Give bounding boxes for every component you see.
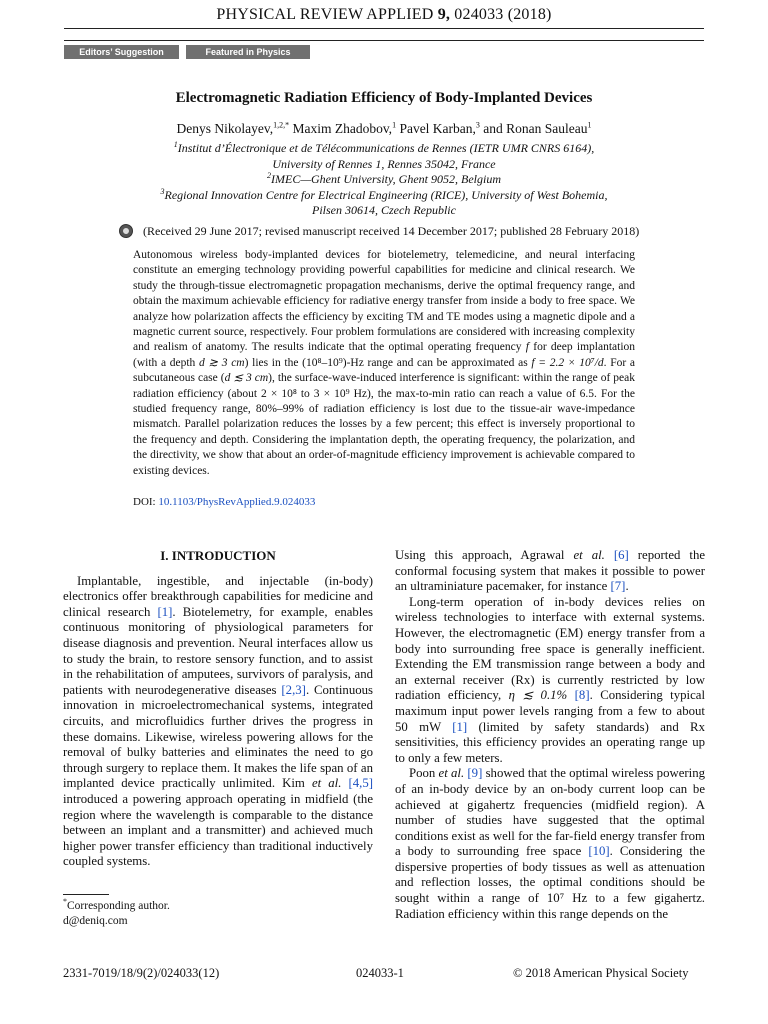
footnote-email[interactable]: d@deniq.com <box>63 914 128 927</box>
footnote-rule <box>63 894 109 895</box>
author-affil-mark: 1 <box>587 120 592 130</box>
article-title: Electromagnetic Radiation Efficiency of Body-Implanted Devices <box>175 90 593 106</box>
affiliation-line: University of Rennes 1, Rennes 35042, France <box>272 156 496 171</box>
citation-link[interactable]: [7] <box>610 579 626 594</box>
author-name: Pavel Karban, <box>399 121 476 136</box>
paragraph: Long-term operation of in-body devices relies on wireless technologies to interface with external systems. However, the electromagnetic (EM) energy transfer from a body into surrounding free space is generally inefficient. Extending the EM transmission range between a body and an external receiver (Rx) is currently restricted by low radiation efficiency, η ≲ 0.1% [8]. Considering typical maximum input power levels ranging from a few to about 50 mW [1] (limited by safety standards) and Rx sensitivities, this efficiency provides an operating range up to only a few meters. <box>395 594 706 765</box>
paragraph: Poon et al. [9] showed that the optimal wireless powering of an in-body device by an on-body current loop can be achieved at gigahertz frequencies (midfield region). A number of studies have suggested that the optimal conditions exist as well for the far-field energy transfer from a body to surrounding free space [10]. Considering the dispersive properties of body tissues as well as attenuation and reflection losses, the optimal conditions should be sought within a range of 10⁷ Hz to a few gigahertz. Radiation efficiency within this range depends on the <box>395 766 706 921</box>
citation-link[interactable]: [1] <box>157 604 173 619</box>
footer-copyright: © 2018 American Physical Society <box>513 966 689 980</box>
citation-link[interactable]: [2,3] <box>281 682 306 697</box>
editors-suggestion-badge[interactable]: Editors’ Suggestion <box>64 45 179 59</box>
article-number: 024033 (2018) <box>454 6 552 23</box>
journal-name: PHYSICAL REVIEW APPLIED <box>216 6 434 23</box>
author-affil-mark: 1 <box>392 120 397 130</box>
doi-line: DOI: 10.1103/PhysRevApplied.9.024033 <box>133 496 316 508</box>
footnote: *Corresponding author. d@deniq.com <box>63 897 170 927</box>
footnote-label: Corresponding author. <box>67 900 170 912</box>
affiliation-line: Pilsen 30614, Czech Republic <box>312 203 456 217</box>
journal-volume: 9, <box>437 6 451 23</box>
abstract: Autonomous wireless body-implanted devices for biotelemetry, telemedicine, and neural interfacing constitute an emerging technology providing powerful capabilities for medicine and clinical research. We study the through-tissue electromagnetic propagation mechanisms, derive the optimal frequency range, and obtain the maximum achievable efficiency for radiative energy transfer from inside a body to free space. We analyze how polarization affects the efficiency by exciting TM and TE modes using a magnetic dipole and a magnetic current source, respectively. Four problem formulations are considered with increasing complexity and realism of anatomy. The results indicate that the optimal operating frequency f for deep implantation (with a depth d ≳ 3 cm) lies in the (10⁸–10⁹)-Hz range and can be approximated as f = 2.2 × 10⁷/d. For a subcutaneous case (d ≲ 3 cm), the surface-wave-induced interference is significant: within the range of peak radiation efficiency (about 2 × 10⁸ to 3 × 10⁹ Hz), the max-to-min ratio can reach a value of 6.5. For the studied frequency range, 80%–99% of radiation efficiency is lost due to the tissue-air wave-impedance mismatch. Parallel polarization reduces the losses by a few percent; this effect is inversely proportional to the frequency and depth. Considering the implantation depth, the operating frequency, the polarization, and the directivity, we show that about an order-of-magnitude efficiency improvement is achievable compared to existing devices. <box>133 249 636 477</box>
header-rule-2 <box>64 40 704 41</box>
affiliation-line: $^3$Regional Innovation Centre for Electrical Engineering (RICE), University of West Bohemia, <box>160 186 608 202</box>
badge-row <box>64 45 310 59</box>
citation-link[interactable]: [9] <box>467 766 483 781</box>
affiliations <box>64 141 704 219</box>
citation-link[interactable]: [6] <box>613 548 629 562</box>
affiliation-line: $^1$Institut d’Électronique et de Télécommunications de Rennes (IETR UMR CNRS 6164), <box>173 140 595 155</box>
header-rule <box>64 28 704 29</box>
author-list <box>64 121 704 137</box>
author-name: and Ronan Sauleau <box>483 121 588 136</box>
author-affil-mark: 3 <box>475 120 480 130</box>
citation-link[interactable]: [4,5] <box>348 776 374 791</box>
crossmark-icon[interactable] <box>119 224 133 238</box>
received-dates: (Received 29 June 2017; revised manuscript received 14 December 2017; published 28 February 2018) <box>143 224 640 238</box>
footer-issn: 2331-7019/18/9(2)/024033(12) <box>63 966 220 980</box>
citation-link[interactable]: [1] <box>452 719 468 734</box>
journal-header <box>0 6 768 24</box>
affiliation-line: $^2$IMEC—Ghent University, Ghent 9052, Belgium <box>267 171 501 186</box>
author-name: Denys Nikolayev, <box>176 121 274 136</box>
left-column <box>63 548 373 870</box>
paragraph: Using this approach, Agrawal et al. [6] reported the conformal focusing system that makes it possible to power an ultraminiature pacemaker, for instance [7]. <box>395 548 706 594</box>
paragraph: Implantable, ingestible, and injectable (in-body) electronics offer breakthrough capabilities for medicine and clinical research [1]. Biotelemetry, for example, enables continuous monitoring of physiological parameters for disease diagnosis and prevention. Neural interfaces allow us to study the brain, to restore sensory function, and to assist in the rehabilitation of amputees, survivors of paralysis, and patients with neurodegenerative diseases [2,3]. Continuous innovation in microelectromechanical systems, integrated circuits, and microfluidics further drives the progress in these domains. Likewise, wireless powering allows for the removal of bulky batteries and eliminates the need to go through surgery to replace them. It makes the life span of an implanted device practically unlimited. Kim et al. [4,5] introduced a powering approach operating in midfield (the region where the wavelength is comparable to the distance between an implant and a transmitter) and achieved much higher power transfer efficiency than traditional inductively coupled systems. <box>63 573 374 869</box>
doi-link[interactable]: 10.1103/PhysRevApplied.9.024033 <box>158 496 316 508</box>
footer-page-number: 024033-1 <box>356 966 404 980</box>
author-name: Maxim Zhadobov, <box>292 121 393 136</box>
section-heading: I. INTRODUCTION <box>160 548 276 563</box>
citation-link[interactable]: [10] <box>588 844 610 859</box>
featured-in-physics-badge[interactable]: Featured in Physics <box>186 45 310 59</box>
citation-link[interactable]: [8] <box>574 688 590 703</box>
author-affil-mark: 1,2,* <box>273 120 290 130</box>
right-column <box>395 548 705 922</box>
